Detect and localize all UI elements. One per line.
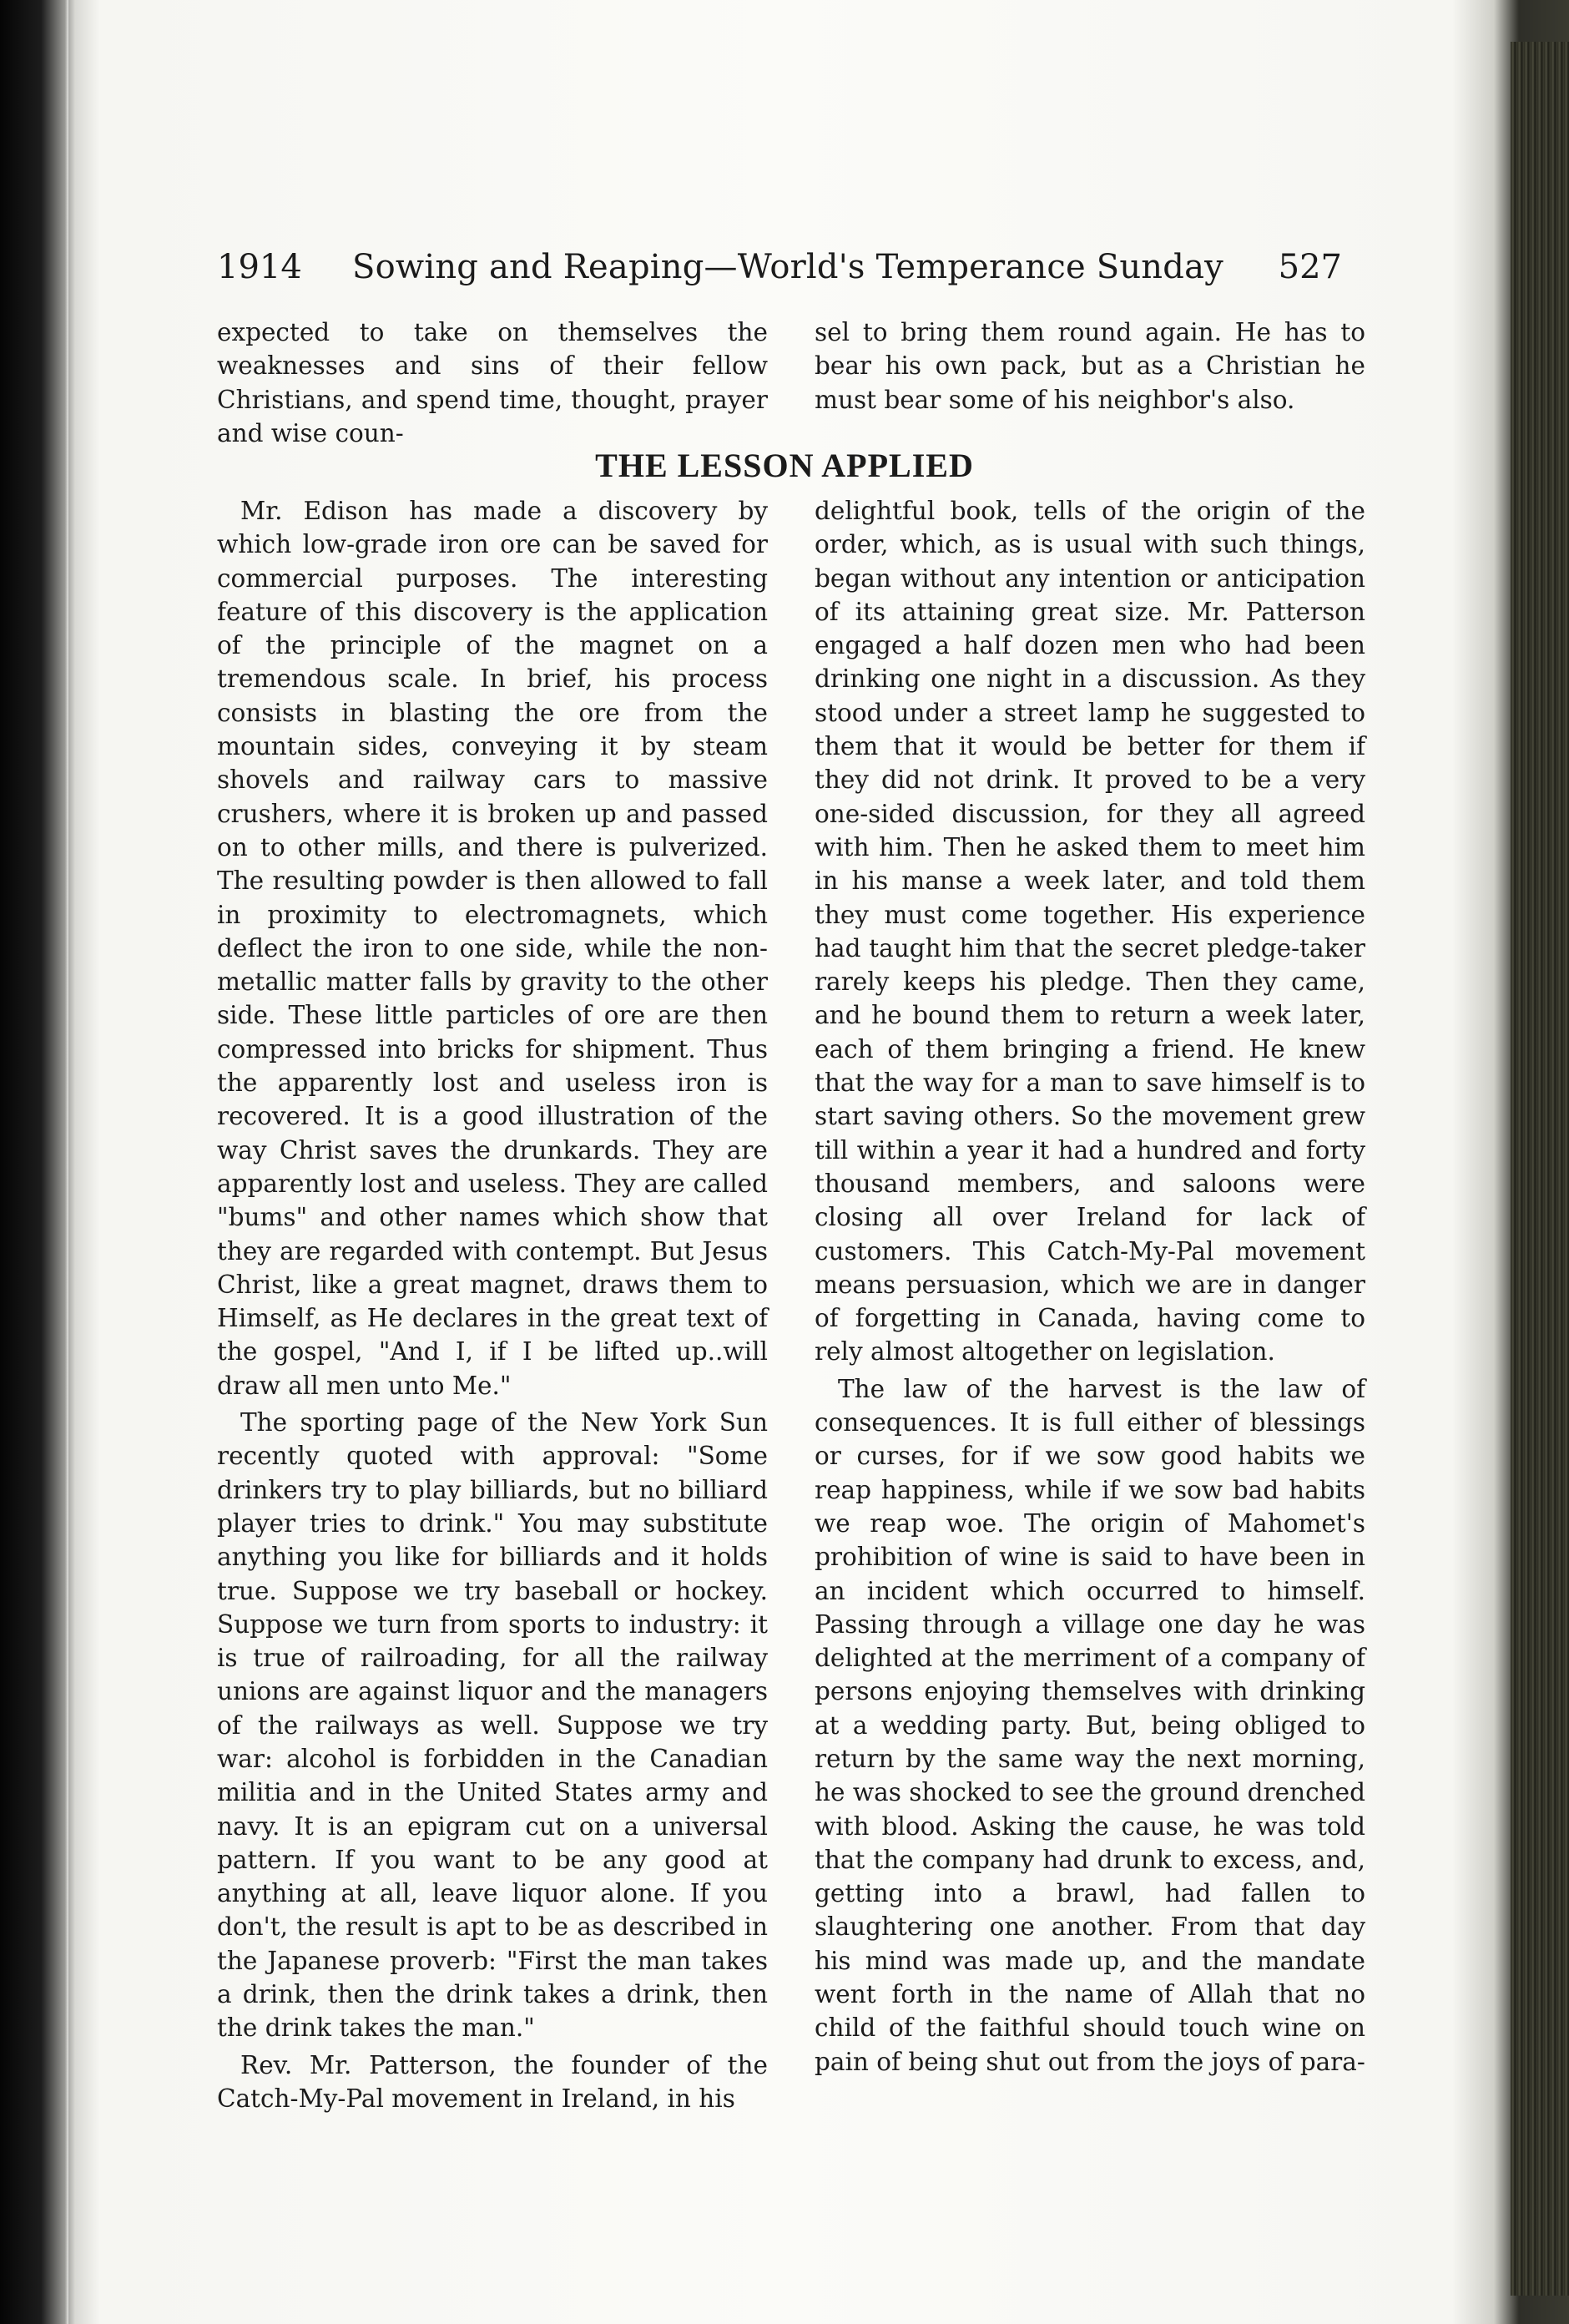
paragraph-sporting-page: The sporting page of the New York Sun recently quoted with approval: "Some drinkers try to play billiards, but no billiard player tries to drink." You may substitute anything you like for billiards and it holds true. Suppose we try baseball or hockey. Suppose we turn from sports to industry: it is true of railroading, for all the railway unions are against liquor and the managers of the railways as well. Suppose we try war: alcohol is forbidden in the Canadian militia and in the United States army and navy. It is an epigram cut on a universal pattern. If you want to be any good at anything at all, leave liquor alone. If you don't, the result is apt to be as described in the Japanese proverb: "First the man takes a drink, then the drink takes a drink, then the drink takes the man." xyxy=(217,1408,768,2043)
left-column xyxy=(217,494,768,2115)
running-head xyxy=(200,242,1369,292)
paragraph-law-of-harvest: The law of the harvest is the law of consequences. It is full either of blessings or curses, for if we sow good habits we reap happiness, while if we sow bad habits we reap woe. The origin of Mahomet's prohibition of wine is said to have been in an incident which occurred to himself. Passing through a village one day he was delighted at the merriment of a company of persons enjoying themselves with drinking at a wedding party. But, being obliged to return by the same way the next morning, he was shocked to see the ground drenched with blood. Asking the cause, he was told that the company had drunk to excess, and, getting into a brawl, had fallen to slaughtering one another. From that day his mind was made up, and the mandate went forth in the name of Allah that no child of the faithful should touch wine on pain of being shut out from the joys of para- xyxy=(815,1374,1365,2076)
page-content xyxy=(200,242,1369,2212)
intro-columns xyxy=(217,316,1365,457)
book-page-edges xyxy=(1511,42,1569,2296)
intro-right-column xyxy=(815,316,1365,417)
right-column xyxy=(815,494,1365,2079)
intro-left-text: expected to take on themselves the weaknesses and sins of their fellow Christians, and spend time, thought, prayer and wise coun- xyxy=(217,318,768,447)
paragraph-edison: Mr. Edison has made a discovery by which low-grade iron ore can be saved for commercial purposes. The interesting feature of this discovery is the application of the principle of the magnet on a tremendous scale. In brief, his process consists in blasting the ore from the mountain sides, conveying it by steam shovels and railway cars to massive crushers, where it is broken up and passed on to other mills, and there is pulverized. The resulting powder is then allowed to fall in proximity to electromagnets, which deflect the iron to one side, while the non-metallic matter falls by gravity to the other side. These little particles of ore are then compressed into bricks for shipment. Thus the apparently lost and useless iron is recovered. It is a good illustration of the way Christ saves the drunkards. They are apparently lost and useless. They are called "bums" and other names which show that they are regarded with contempt. But Jesus Christ, like a great magnet, draws them to Himself, as He declares in the great text of the gospel, "And I, if I be lifted up..will draw all men unto Me." xyxy=(217,497,768,1400)
intro-left-column xyxy=(217,316,768,450)
paragraph-patterson-cont: delightful book, tells of the origin of the order, which, as is usual with such things, began without any intention or anticipation of its attaining great size. Mr. Patterson engaged a half dozen men who had been drinking one night in a discussion. As they stood under a street lamp he suggested to them that it would be better for them if they did not drink. It proved to be a very one-sided discussion, for they all agreed with him. Then he asked them to meet him in his manse a week later, and told them they must come together. His experience had taught him that the secret pledge-taker rarely keeps his pledge. Then they came, and he bound them to return a week later, each of them bringing a friend. He knew that the way for a man to save himself is to start saving others. So the movement grew till within a year it had a hundred and forty thousand members, and saloons were closing all over Ireland for lack of customers. This Catch-My-Pal movement means persuasion, which we are in danger of forgetting in Canada, having come to rely almost altogether on legislation. xyxy=(815,497,1365,1367)
page-number: 527 xyxy=(1278,248,1342,286)
book-gutter-shadow xyxy=(0,0,68,2324)
intro-right-text: sel to bring them round again. He has to bear his own pack, but as a Christian he must bear some of his neighbor's also. xyxy=(815,318,1365,414)
header-title: Sowing and Reaping—World's Temperance Sunday xyxy=(352,248,1223,286)
paragraph-patterson-start: Rev. Mr. Patterson, the founder of the Catch-My-Pal movement in Ireland, in his xyxy=(217,2050,768,2113)
header-year: 1914 xyxy=(217,248,302,286)
body-columns xyxy=(217,494,1365,2214)
section-heading: THE LESSON APPLIED xyxy=(595,447,974,484)
